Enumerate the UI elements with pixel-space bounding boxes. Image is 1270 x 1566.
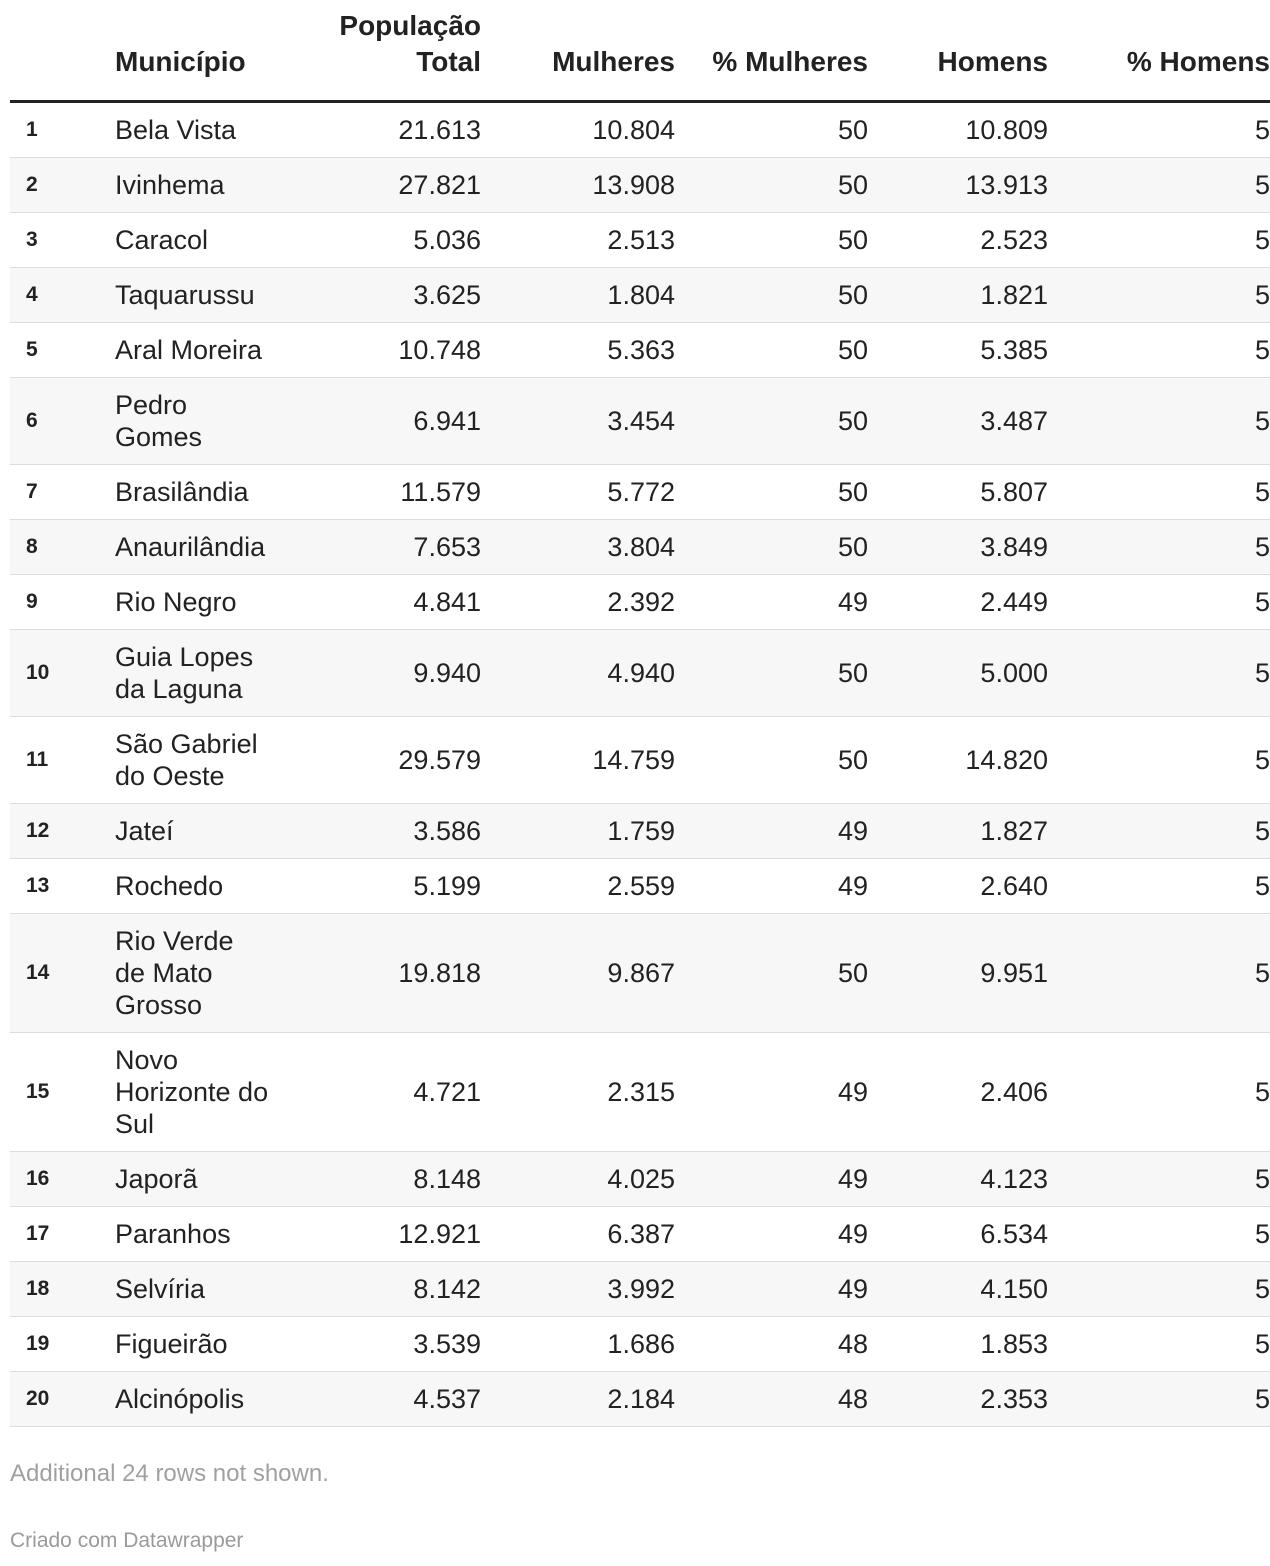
cell-pct-mulheres: 49 — [675, 1033, 868, 1152]
cell-homens: 2.449 — [868, 575, 1048, 630]
cell-rank: 12 — [10, 804, 115, 859]
cell-homens: 1.827 — [868, 804, 1048, 859]
cell-pct-homens: 5 — [1048, 1317, 1270, 1372]
cell-municipio: Anaurilândia — [115, 520, 290, 575]
cell-pct-mulheres: 49 — [675, 804, 868, 859]
table-row — [10, 323, 1270, 378]
cell-pct-mulheres: 50 — [675, 158, 868, 213]
cell-pct-mulheres: 50 — [675, 323, 868, 378]
cell-mulheres: 4.940 — [481, 630, 675, 717]
cell-populacao-total: 27.821 — [290, 158, 481, 213]
cell-rank: 5 — [10, 323, 115, 378]
table-row — [10, 717, 1270, 804]
cell-rank: 4 — [10, 268, 115, 323]
cell-homens: 13.913 — [868, 158, 1048, 213]
cell-populacao-total: 11.579 — [290, 465, 481, 520]
cell-pct-mulheres: 49 — [675, 1152, 868, 1207]
cell-rank: 8 — [10, 520, 115, 575]
cell-populacao-total: 12.921 — [290, 1207, 481, 1262]
cell-homens: 5.000 — [868, 630, 1048, 717]
cell-pct-mulheres: 50 — [675, 102, 868, 158]
cell-populacao-total: 7.653 — [290, 520, 481, 575]
header-municipio[interactable]: Município — [115, 0, 290, 102]
cell-homens: 6.534 — [868, 1207, 1048, 1262]
cell-rank: 19 — [10, 1317, 115, 1372]
cell-populacao-total: 4.721 — [290, 1033, 481, 1152]
cell-mulheres: 4.025 — [481, 1152, 675, 1207]
cell-pct-homens: 5 — [1048, 1152, 1270, 1207]
cell-rank: 17 — [10, 1207, 115, 1262]
cell-rank: 18 — [10, 1262, 115, 1317]
cell-homens: 2.523 — [868, 213, 1048, 268]
cell-mulheres: 2.184 — [481, 1372, 675, 1427]
data-table — [10, 0, 1270, 1427]
cell-pct-homens: 5 — [1048, 717, 1270, 804]
table-row — [10, 102, 1270, 158]
cell-mulheres: 10.804 — [481, 102, 675, 158]
cell-pct-mulheres: 49 — [675, 1207, 868, 1262]
cell-populacao-total: 4.841 — [290, 575, 481, 630]
cell-rank: 16 — [10, 1152, 115, 1207]
cell-homens: 4.123 — [868, 1152, 1048, 1207]
cell-municipio: Bela Vista — [115, 102, 290, 158]
cell-pct-mulheres: 49 — [675, 575, 868, 630]
cell-pct-homens: 5 — [1048, 465, 1270, 520]
cell-mulheres: 2.392 — [481, 575, 675, 630]
cell-populacao-total: 19.818 — [290, 914, 481, 1033]
cell-rank: 1 — [10, 102, 115, 158]
cell-populacao-total: 8.148 — [290, 1152, 481, 1207]
cell-homens: 3.849 — [868, 520, 1048, 575]
cell-pct-mulheres: 48 — [675, 1372, 868, 1427]
cell-pct-mulheres: 50 — [675, 630, 868, 717]
cell-rank: 13 — [10, 859, 115, 914]
cell-pct-homens: 5 — [1048, 859, 1270, 914]
cell-pct-mulheres: 50 — [675, 378, 868, 465]
cell-populacao-total: 21.613 — [290, 102, 481, 158]
cell-populacao-total: 3.586 — [290, 804, 481, 859]
table-row — [10, 268, 1270, 323]
cell-rank: 10 — [10, 630, 115, 717]
cell-pct-homens: 5 — [1048, 378, 1270, 465]
cell-populacao-total: 5.036 — [290, 213, 481, 268]
cell-municipio: Novo Horizonte do Sul — [115, 1033, 290, 1152]
cell-mulheres: 2.513 — [481, 213, 675, 268]
cell-rank: 2 — [10, 158, 115, 213]
cell-mulheres: 9.867 — [481, 914, 675, 1033]
cell-pct-mulheres: 50 — [675, 914, 868, 1033]
cell-mulheres: 3.454 — [481, 378, 675, 465]
table-row — [10, 1033, 1270, 1152]
cell-populacao-total: 3.539 — [290, 1317, 481, 1372]
header-homens[interactable]: Homens — [868, 0, 1048, 102]
cell-populacao-total: 5.199 — [290, 859, 481, 914]
header-populacao-total[interactable]: População Total — [290, 0, 481, 102]
cell-homens: 3.487 — [868, 378, 1048, 465]
table-row — [10, 520, 1270, 575]
table-row — [10, 1317, 1270, 1372]
table-row — [10, 575, 1270, 630]
cell-municipio: Alcinópolis — [115, 1372, 290, 1427]
cell-municipio: Rio Negro — [115, 575, 290, 630]
cell-pct-mulheres: 48 — [675, 1317, 868, 1372]
cell-homens: 9.951 — [868, 914, 1048, 1033]
cell-populacao-total: 29.579 — [290, 717, 481, 804]
cell-pct-mulheres: 50 — [675, 717, 868, 804]
cell-municipio: Aral Moreira — [115, 323, 290, 378]
cell-municipio: Pedro Gomes — [115, 378, 290, 465]
cell-pct-homens: 5 — [1048, 268, 1270, 323]
cell-mulheres: 5.363 — [481, 323, 675, 378]
cell-pct-homens: 5 — [1048, 520, 1270, 575]
table-row — [10, 1262, 1270, 1317]
cell-pct-homens: 5 — [1048, 1372, 1270, 1427]
cell-populacao-total: 6.941 — [290, 378, 481, 465]
table-row — [10, 914, 1270, 1033]
cell-mulheres: 5.772 — [481, 465, 675, 520]
cell-pct-homens: 5 — [1048, 1262, 1270, 1317]
cell-municipio: Ivinhema — [115, 158, 290, 213]
cell-populacao-total: 3.625 — [290, 268, 481, 323]
cell-pct-homens: 5 — [1048, 1207, 1270, 1262]
cell-municipio: Paranhos — [115, 1207, 290, 1262]
table-header — [10, 0, 1270, 102]
table-row — [10, 804, 1270, 859]
table-row — [10, 213, 1270, 268]
cell-municipio: Jateí — [115, 804, 290, 859]
table-row — [10, 158, 1270, 213]
table-row — [10, 465, 1270, 520]
cell-mulheres: 13.908 — [481, 158, 675, 213]
cell-pct-homens: 5 — [1048, 102, 1270, 158]
cell-municipio: São Gabriel do Oeste — [115, 717, 290, 804]
cell-populacao-total: 10.748 — [290, 323, 481, 378]
cell-rank: 6 — [10, 378, 115, 465]
cell-homens: 5.385 — [868, 323, 1048, 378]
table-row — [10, 1152, 1270, 1207]
cell-pct-mulheres: 49 — [675, 1262, 868, 1317]
cell-rank: 20 — [10, 1372, 115, 1427]
cell-homens: 4.150 — [868, 1262, 1048, 1317]
cell-mulheres: 3.992 — [481, 1262, 675, 1317]
cell-pct-homens: 5 — [1048, 158, 1270, 213]
cell-municipio: Selvíria — [115, 1262, 290, 1317]
table-row — [10, 859, 1270, 914]
cell-mulheres: 1.804 — [481, 268, 675, 323]
cell-pct-mulheres: 50 — [675, 213, 868, 268]
cell-homens: 2.406 — [868, 1033, 1048, 1152]
cell-municipio: Brasilândia — [115, 465, 290, 520]
cell-homens: 2.640 — [868, 859, 1048, 914]
cell-rank: 3 — [10, 213, 115, 268]
header-rank — [10, 0, 115, 102]
table-row — [10, 630, 1270, 717]
cell-homens: 5.807 — [868, 465, 1048, 520]
header-pct-mulheres[interactable]: % Mulheres — [675, 0, 868, 102]
table-body — [10, 102, 1270, 1427]
cell-pct-mulheres: 50 — [675, 520, 868, 575]
cell-pct-homens: 5 — [1048, 1033, 1270, 1152]
cell-homens: 10.809 — [868, 102, 1048, 158]
cell-pct-mulheres: 50 — [675, 268, 868, 323]
table-row — [10, 1207, 1270, 1262]
cell-mulheres: 2.315 — [481, 1033, 675, 1152]
cell-municipio: Rochedo — [115, 859, 290, 914]
cell-rank: 11 — [10, 717, 115, 804]
cell-mulheres: 2.559 — [481, 859, 675, 914]
cell-homens: 1.821 — [868, 268, 1048, 323]
cell-rank: 7 — [10, 465, 115, 520]
cell-pct-mulheres: 50 — [675, 465, 868, 520]
cell-rank: 9 — [10, 575, 115, 630]
cell-pct-homens: 5 — [1048, 213, 1270, 268]
cell-mulheres: 6.387 — [481, 1207, 675, 1262]
cell-populacao-total: 9.940 — [290, 630, 481, 717]
cell-pct-homens: 5 — [1048, 630, 1270, 717]
cell-pct-homens: 5 — [1048, 575, 1270, 630]
credit-link[interactable]: Criado com Datawrapper — [10, 1529, 244, 1552]
cell-mulheres: 14.759 — [481, 717, 675, 804]
table-notes: Additional 24 rows not shown. — [10, 1460, 329, 1487]
cell-homens: 14.820 — [868, 717, 1048, 804]
cell-municipio: Japorã — [115, 1152, 290, 1207]
cell-pct-homens: 5 — [1048, 804, 1270, 859]
cell-pct-mulheres: 49 — [675, 859, 868, 914]
cell-mulheres: 1.759 — [481, 804, 675, 859]
cell-municipio: Guia Lopes da Laguna — [115, 630, 290, 717]
header-row — [10, 0, 1270, 102]
cell-populacao-total: 8.142 — [290, 1262, 481, 1317]
cell-rank: 14 — [10, 914, 115, 1033]
cell-pct-homens: 5 — [1048, 323, 1270, 378]
cell-municipio: Taquarussu — [115, 268, 290, 323]
cell-homens: 2.353 — [868, 1372, 1048, 1427]
table-wrapper — [10, 0, 1270, 1427]
cell-rank: 15 — [10, 1033, 115, 1152]
table-row — [10, 378, 1270, 465]
cell-populacao-total: 4.537 — [290, 1372, 481, 1427]
header-mulheres[interactable]: Mulheres — [481, 0, 675, 102]
cell-municipio: Rio Verde de Mato Grosso — [115, 914, 290, 1033]
cell-municipio: Figueirão — [115, 1317, 290, 1372]
table-row — [10, 1372, 1270, 1427]
cell-homens: 1.853 — [868, 1317, 1048, 1372]
cell-mulheres: 3.804 — [481, 520, 675, 575]
header-pct-homens[interactable]: % Homens — [1048, 0, 1270, 102]
cell-mulheres: 1.686 — [481, 1317, 675, 1372]
cell-municipio: Caracol — [115, 213, 290, 268]
cell-pct-homens: 5 — [1048, 914, 1270, 1033]
